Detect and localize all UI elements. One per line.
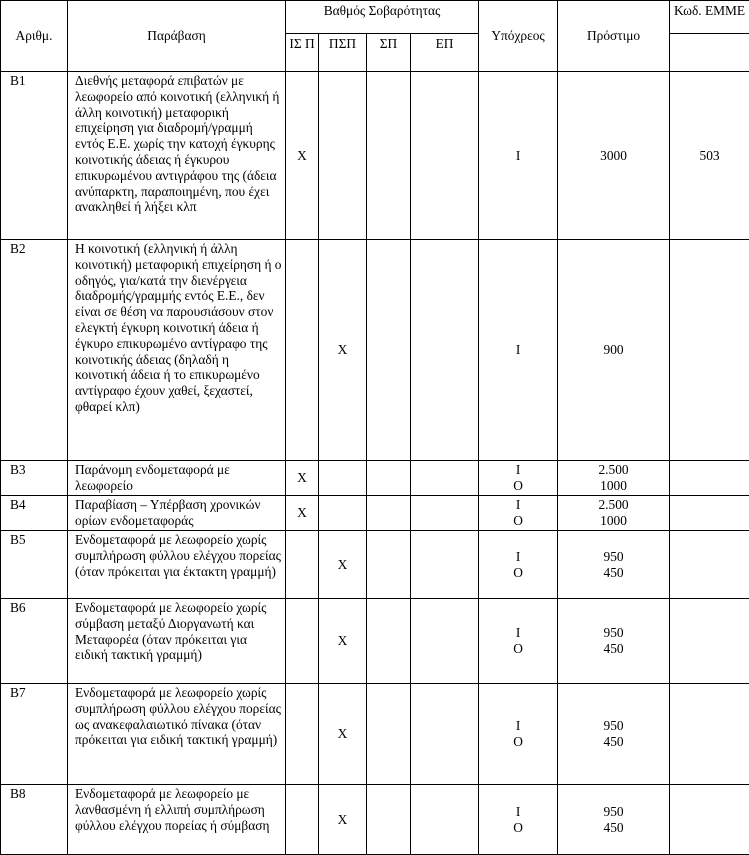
table-row xyxy=(1,599,749,684)
row-code xyxy=(670,531,749,599)
row-liable-value: Ι xyxy=(515,803,521,819)
row-liable xyxy=(479,72,558,240)
row-liable-value: Ο xyxy=(513,819,523,835)
row-liable xyxy=(479,531,558,599)
row-severity-ep xyxy=(411,72,479,240)
table-row xyxy=(1,684,749,785)
row-fine-value: 950 xyxy=(603,548,624,564)
row-code: 503 xyxy=(670,72,749,240)
row-severity-psp: Χ xyxy=(319,785,367,855)
row-id: Β5 xyxy=(1,531,68,599)
row-code xyxy=(670,785,749,855)
row-fine-value: 450 xyxy=(603,819,624,835)
row-fine xyxy=(558,684,670,785)
row-severity-sp xyxy=(367,684,411,785)
row-code xyxy=(670,684,749,785)
row-code xyxy=(670,240,749,461)
row-fine xyxy=(558,461,670,496)
row-liable xyxy=(479,785,558,855)
row-severity-sp xyxy=(367,496,411,531)
row-fine xyxy=(558,240,670,461)
row-liable-value: Ο xyxy=(513,478,523,493)
row-fine-value: 450 xyxy=(603,564,624,580)
table-row xyxy=(1,496,749,531)
row-severity-ep xyxy=(411,531,479,599)
row-id: Β4 xyxy=(1,496,68,531)
row-violation: Παραβίαση – Υπέρβαση χρονικών ορίων ενδομεταφοράς xyxy=(68,496,286,531)
row-id: Β2 xyxy=(1,240,68,461)
row-liable xyxy=(479,240,558,461)
row-severity-isp: Χ xyxy=(286,496,319,531)
row-fine-value: 2.500 xyxy=(598,462,629,478)
row-fine xyxy=(558,785,670,855)
row-liable xyxy=(479,496,558,531)
row-severity-psp: Χ xyxy=(319,684,367,785)
row-severity-isp xyxy=(286,240,319,461)
row-liable-value: Ο xyxy=(513,734,523,749)
row-liable xyxy=(479,461,558,496)
row-fine-value: 450 xyxy=(603,734,624,749)
header-code: Κωδ. ΕΜΜΕ xyxy=(670,1,749,34)
row-liable xyxy=(479,599,558,684)
table-row xyxy=(1,531,749,599)
row-fine xyxy=(558,599,670,684)
row-severity-ep xyxy=(411,599,479,684)
row-severity-isp xyxy=(286,684,319,785)
row-severity-ep xyxy=(411,496,479,531)
row-severity-psp: Χ xyxy=(319,599,367,684)
row-severity-ep xyxy=(411,785,479,855)
header-violation: Παράβαση xyxy=(68,1,286,72)
row-id: Β8 xyxy=(1,785,68,855)
row-severity-sp xyxy=(367,461,411,496)
row-liable-value: Ι xyxy=(515,625,521,641)
row-severity-psp xyxy=(319,496,367,531)
row-id: Β1 xyxy=(1,72,68,240)
header-liable: Υπόχρεος xyxy=(479,1,558,72)
header-code-empty xyxy=(670,34,749,72)
row-fine-value: 950 xyxy=(603,625,624,641)
row-violation: Ενδομεταφορά με λεωφορείο με λανθασμένη ή ελλιπή συμπλήρωση φύλλου ελέγχου πορείας ή σύμβαση xyxy=(68,785,286,855)
header-severity-sp: ΣΠ xyxy=(367,34,411,72)
header-number: Αριθμ. xyxy=(1,1,68,72)
row-code xyxy=(670,496,749,531)
row-liable-value: Ι xyxy=(515,718,521,734)
table-row xyxy=(1,72,749,240)
row-severity-isp: Χ xyxy=(286,72,319,240)
row-severity-isp xyxy=(286,785,319,855)
row-violation: Η κοινοτική (ελληνική ή άλλη κοινοτική) μεταφορική επιχείρηση ή ο οδηγός, για/κατά την διενέργεια διαδρομής/γραμμής εντός Ε.Ε., δεν είναι σε θέση να παρουσιάσουν στον ελεγκτή έγκυρη κοινοτική άδεια ή έγκυρο επικυρωμένο αντίγραφο της κοινοτικής άδειας (δηλαδή η κοινοτική άδεια ή το επικυρωμένο αντίγραφο έχουν χαθεί, ξεχαστεί, φθαρεί κλπ) xyxy=(68,240,286,461)
row-severity-sp xyxy=(367,72,411,240)
row-violation: Ενδομεταφορά με λεωφορείο χωρίς σύμβαση μεταξύ Διοργανωτή και Μεταφορέα (όταν πρόκειται για ειδική τακτική γραμμή) xyxy=(68,599,286,684)
row-fine-value: 950 xyxy=(603,718,624,734)
row-fine-value: 450 xyxy=(603,641,624,656)
row-fine-value: 1000 xyxy=(600,478,627,493)
table-row xyxy=(1,461,749,496)
row-severity-ep xyxy=(411,461,479,496)
row-severity-ep xyxy=(411,240,479,461)
row-liable-value: Ο xyxy=(513,513,523,528)
row-liable-value: Ι xyxy=(515,147,521,163)
row-fine xyxy=(558,72,670,240)
row-violation: Διεθνής μεταφορά επιβατών με λεωφορείο από κοινοτική (ελληνική ή άλλη κοινοτική) μεταφορική επιχείρηση για διαδρομή/γραμμή εντός Ε.Ε. χωρίς την κατοχή έγκυρης κοινοτικής άδειας ή έγκυρου επικυρωμένου αντιγράφου της (άδεια ανύπαρκτη, παραποιημένη, που έχει ανακληθεί ή λήξει κλπ xyxy=(68,72,286,240)
row-severity-isp xyxy=(286,531,319,599)
row-violation: Παράνομη ενδομεταφορά με λεωφορείο xyxy=(68,461,286,496)
table-row xyxy=(1,240,749,461)
row-fine-value: 1000 xyxy=(600,513,627,528)
row-severity-sp xyxy=(367,599,411,684)
row-liable-value: Ι xyxy=(515,462,521,478)
row-liable-value: Ο xyxy=(513,564,523,580)
row-fine-value: 900 xyxy=(603,342,624,358)
row-id: Β6 xyxy=(1,599,68,684)
row-severity-psp: Χ xyxy=(319,531,367,599)
row-liable xyxy=(479,684,558,785)
row-severity-ep xyxy=(411,684,479,785)
row-severity-isp xyxy=(286,599,319,684)
row-violation: Ενδομεταφορά με λεωφορείο χωρίς συμπλήρωση φύλλου ελέγχου πορείας ως ανακεφαλαιωτικό πίνακα (όταν πρόκειται για ειδική τακτική γραμμή) xyxy=(68,684,286,785)
header-severity-ep: ΕΠ xyxy=(411,34,479,72)
violations-rows xyxy=(1,72,749,855)
row-violation: Ενδομεταφορά με λεωφορείο χωρίς συμπλήρωση φύλλου ελέγχου πορείας (όταν πρόκειται για έκτακτη γραμμή) xyxy=(68,531,286,599)
row-code xyxy=(670,461,749,496)
row-liable-value: Ι xyxy=(515,497,521,513)
row-severity-isp: Χ xyxy=(286,461,319,496)
row-liable-value: Ο xyxy=(513,641,523,656)
header-severity-isp: ΙΣ Π xyxy=(286,34,319,72)
row-severity-sp xyxy=(367,531,411,599)
row-severity-psp: Χ xyxy=(319,240,367,461)
row-fine-value: 3000 xyxy=(600,147,627,163)
row-severity-psp xyxy=(319,72,367,240)
row-fine xyxy=(558,496,670,531)
row-severity-sp xyxy=(367,240,411,461)
row-liable-value: Ι xyxy=(515,548,521,564)
row-fine xyxy=(558,531,670,599)
row-id: Β3 xyxy=(1,461,68,496)
header-fine: Πρόστιμο xyxy=(558,1,670,72)
row-liable-value: Ι xyxy=(515,342,521,358)
row-id: Β7 xyxy=(1,684,68,785)
header-severity: Βαθμός Σοβαρότητας xyxy=(286,1,479,34)
row-fine-value: 950 xyxy=(603,803,624,819)
row-fine-value: 2.500 xyxy=(598,497,629,513)
table-row xyxy=(1,785,749,855)
row-severity-psp xyxy=(319,461,367,496)
header-severity-psp: ΠΣΠ xyxy=(319,34,367,72)
row-code xyxy=(670,599,749,684)
row-severity-sp xyxy=(367,785,411,855)
